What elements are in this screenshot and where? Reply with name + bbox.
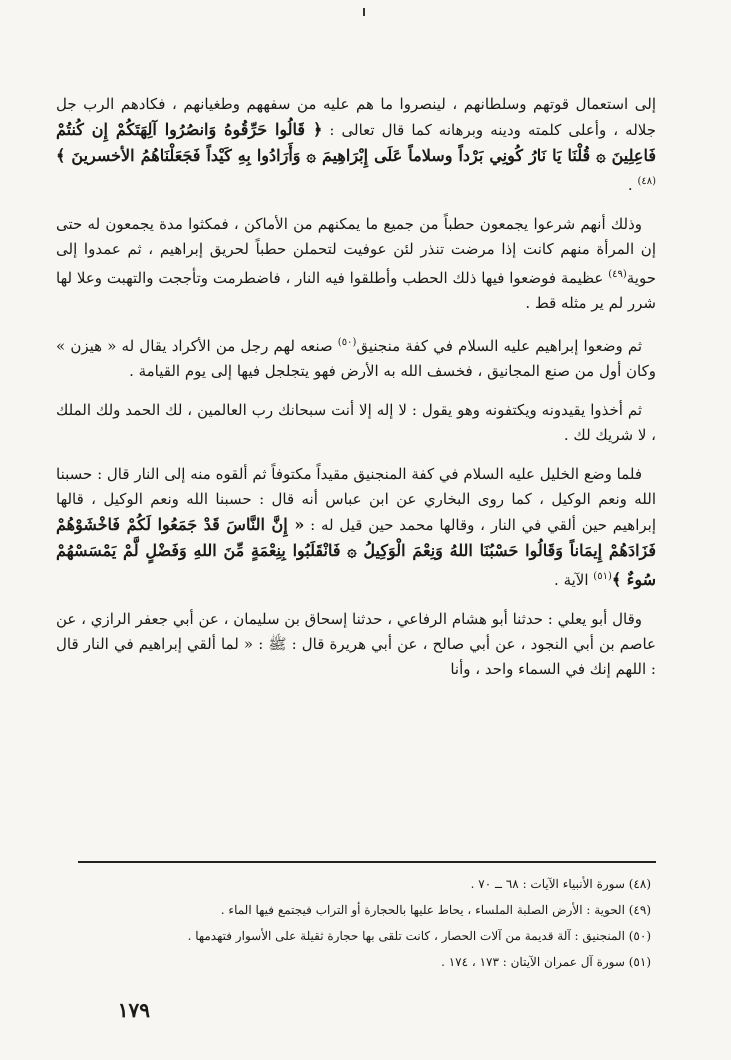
footnote-49: (٤٩) الحوية : الأرض الصلبة الملساء ، يحاط عليها بالحجارة أو التراب فيجتمع فيها الماء .: [220, 903, 651, 917]
quran-verse-1: ﴿ قَالُوا حَرِّقُوهُ وَانصُرُوا آلِهَتَكُمْ إِن كُنتُمْ فَاعِلِينَ ۞ قُلْنَا يَا نَارُ كُونِي بَرْداً وسلاماً عَلَى إِبْرَاهِيمَ ۞ وَأَرَادُوا بِهِ كَيْداً فَجَعَلْنَاهُمُ الأخسرينَ ﴾: [56, 120, 656, 165]
paragraph-1-intro: إلى استعمال قوتهم وسلطانهم ، لينصروا ما هم عليه من سفههم وطغيانهم ، فكادهم الرب جل جلاله ، وأعلى كلمته ودينه وبرهانه كما قال تعالى :: [56, 95, 656, 139]
quran-verse-2: « إِنَّ النَّاسَ قَدْ جَمَعُوا لَكُمْ فَاخْشَوْهُمْ فَزَادَهُمْ إِيمَاناً وَقَالُوا حَسْبُنَا اللهُ وَنِعْمَ الْوَكِيلُ ۞ فَانْقَلَبُوا بِنِعْمَةٍ مِّنَ اللهِ وَفَضْلٍ لَّمْ يَمْسَسْهُمْ سُوءٌ ﴾: [56, 515, 657, 589]
footnote-ref-48: (٤٨): [637, 176, 656, 187]
footnote-50: (٥٠) المنجنيق : آلة قديمة من آلات الحصار ، كانت تلقى بها حجارة ثقيلة على الأسوار فتهدمها .: [187, 929, 651, 943]
paragraph-6: وقال أبو يعلي : حدثنا أبو هشام الرفاعي ، حدثنا إسحاق بن سليمان ، عن أبي جعفر الرازي ، عن عاصم بن أبي النجود ، عن أبي صالح ، عن أبي هريرة قال : ﷺ : « لما ألقي إبراهيم في النار قال : اللهم إنك في السماء واحد ، وأنا: [56, 610, 656, 678]
footnote-ref-50: (٥٠): [337, 337, 357, 348]
paragraph-3-end: صنعه لهم رجل من الأكراد يقال له « هيزن » وكان أول من صنع المجانيق ، فخسف الله به الأرض فهو يتجلجل فيها إلى يوم القيامة .: [56, 337, 656, 380]
footnote-48: (٤٨) سورة الأنبياء الآيات : ٦٨ ــ ٧٠ .: [470, 877, 651, 891]
page-number: ١٧٩: [117, 998, 150, 1022]
footnote-separator: [78, 861, 656, 863]
main-text: [56, 92, 656, 696]
paragraph-5-end: الآية .: [554, 571, 594, 589]
top-margin-mark: [363, 8, 365, 16]
footnote-ref-51: (٥١): [593, 571, 612, 582]
paragraph-2: [56, 212, 656, 316]
paragraph-5-intro: فلما وضع الخليل عليه السلام في كفة المنجنيق مقيداً مكتوفاً ثم ألقوه منه إلى النار قال : حسبنا الله ونعم الوكيل ، كما روى البخاري عن ابن عباس أنه قال : حسبنا الله ونعم الوكيل ، قالها إبراهيم حين ألقي في النار ، وقالها محمد حين قيل له :: [56, 465, 656, 534]
footnote-51: (٥١) سورة آل عمران الآيتان : ١٧٣ ، ١٧٤ .: [441, 955, 651, 969]
paragraph-2-end: عظيمة فوضعوا فيها ذلك الحطب وأطلقوا فيه النار ، فاضطرمت وتأججت والتهبت وعلا لها شرر لم ير مثله قط .: [56, 269, 656, 312]
paragraph-5: [56, 462, 656, 593]
paragraph-2-start: وذلك أنهم شرعوا يجمعون حطباً من جميع ما يمكنهم من الأماكن ، فمكثوا مدة يجمعون له حتى إن المرأة منهم كانت إذا مرضت تنذر لئن عوفيت لتحملن حطباً لحريق إبراهيم ، ثم عمدوا إلى حوية: [56, 215, 656, 287]
paragraph-3: [56, 330, 656, 384]
paragraph-1: [56, 92, 656, 198]
footnotes: [61, 871, 651, 975]
paragraph-1-end: .: [627, 176, 638, 194]
paragraph-4: ثم أخذوا يقيدونه ويكتفونه وهو يقول : لا إله إلا أنت سبحانك رب العالمين ، لك الحمد ولك الملك ، لا شريك لك .: [56, 401, 656, 444]
footnote-ref-49: (٤٩): [608, 269, 627, 280]
paragraph-3-start: ثم وضعوا إبراهيم عليه السلام في كفة منجنيق: [356, 337, 642, 355]
